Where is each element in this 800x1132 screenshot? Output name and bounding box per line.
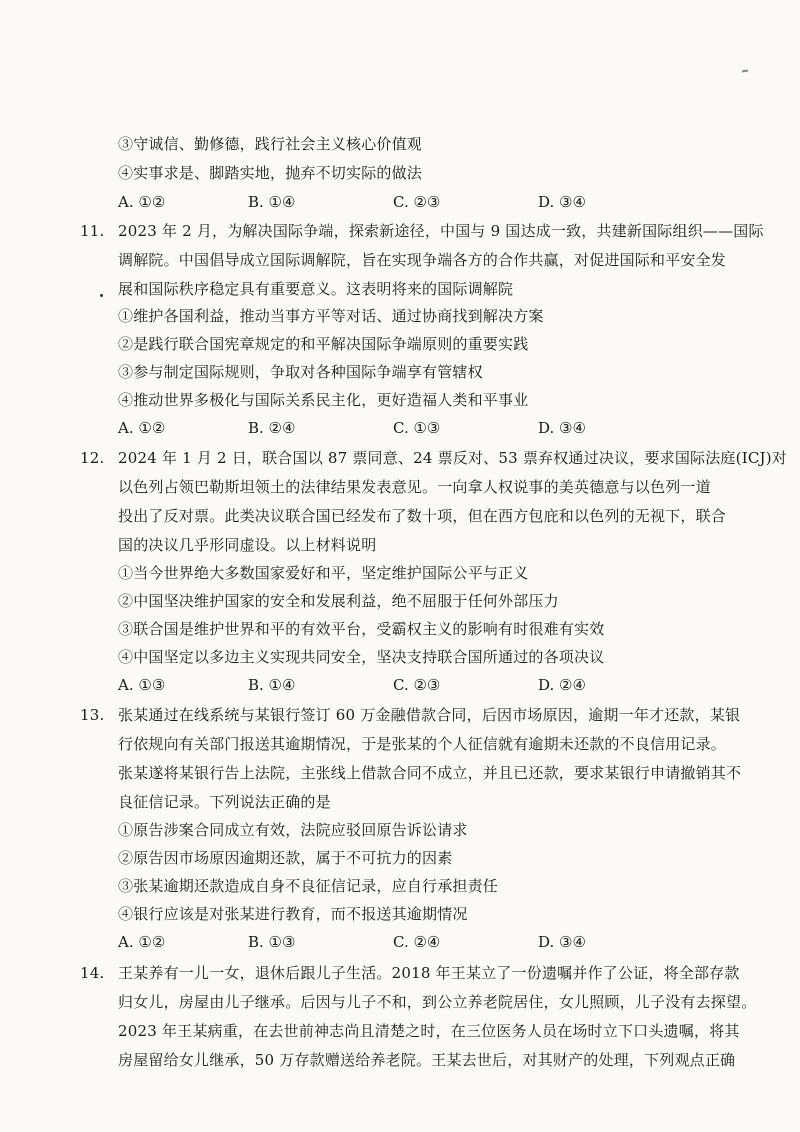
q14-stem-line-4: 房屋留给女儿继承，50 万存款赠送给养老院。王某去世后，对其财产的处理，下列观点正确: [118, 1051, 736, 1069]
q10-option-a[interactable]: A. ①②: [118, 193, 166, 211]
q13-item-3: ③张某逾期还款造成自身不良征信记录，应自行承担责任: [118, 877, 499, 895]
q11-item-3: ③参与制定国际规则，争取对各种国际争端享有管辖权: [118, 363, 483, 381]
q13-stem-line-4: 良征信记录。下列说法正确的是: [118, 793, 331, 811]
q11-option-d[interactable]: D. ③④: [538, 419, 586, 437]
q13-option-d[interactable]: D. ③④: [538, 933, 586, 951]
q13-stem-text-1: 张某通过在线系统与某银行签订 60 万金融借款合同，后因市场原因，逾期一年才还款，某银: [118, 706, 741, 724]
q11-option-a[interactable]: A. ①②: [118, 419, 166, 437]
q11-stem-line-2: 调解院。中国倡导成立国际调解院，旨在实现争端各方的合作共赢，对促进国际和平安全发: [118, 251, 727, 269]
scan-dot: [100, 294, 103, 297]
q12-item-4: ④中国坚定以多边主义实现共同安全，坚决支持联合国所通过的各项决议: [118, 648, 605, 666]
q11-stem-line-3: 展和国际秩序稳定具有重要意义。这表明将来的国际调解院: [118, 280, 514, 298]
q10-options: [118, 192, 718, 212]
q12-item-1: ①当今世界绝大多数国家爱好和平，坚定维护国际公平与正义: [118, 564, 529, 582]
q11-option-c[interactable]: C. ①③: [393, 419, 441, 437]
q11-item-2: ②是践行联合国宪章规定的和平解决国际争端原则的重要实践: [118, 335, 529, 353]
q11-item-4: ④推动世界多极化与国际关系民主化，更好造福人类和平事业: [118, 391, 529, 409]
q12-number: 12.: [80, 449, 105, 467]
q13-item-2: ②原告因市场原因逾期还款，属于不可抗力的因素: [118, 849, 453, 867]
q11-options: [118, 418, 718, 438]
q10-item-4: ④实事求是、脚踏实地，抛弃不切实际的做法: [118, 164, 423, 182]
q14-stem-line-2: 归女儿，房屋由儿子继承。后因与儿子不和，到公立养老院居住，女儿照顾，儿子没有去探望。: [118, 993, 757, 1011]
q14-number: 14.: [80, 964, 105, 982]
q11-number: 11.: [80, 222, 105, 240]
q12-option-d[interactable]: D. ②④: [538, 676, 586, 694]
q12-option-b[interactable]: B. ①④: [248, 676, 296, 694]
scan-speck: [742, 69, 748, 72]
q11-option-b[interactable]: B. ②④: [248, 419, 296, 437]
q13-option-a[interactable]: A. ①②: [118, 933, 166, 951]
q12-option-c[interactable]: C. ②③: [393, 676, 441, 694]
q13-item-1: ①原告涉案合同成立有效，法院应驳回原告诉讼请求: [118, 821, 468, 839]
q10-item-3: ③守诚信、勤修德，践行社会主义核心价值观: [118, 135, 423, 153]
q12-item-2: ②中国坚决维护国家的安全和发展利益，绝不屈服于任何外部压力: [118, 592, 559, 610]
q14-stem-line-3: 2023 年王某病重，在去世前神志尚且清楚之时，在三位医务人员在场时立下口头遗嘱，将其: [118, 1022, 740, 1040]
q12-item-3: ③联合国是维护世界和平的有效平台，受霸权主义的影响有时很难有实效: [118, 620, 605, 638]
q12-stem-line-2: 以色列占领巴勒斯坦领土的法律结果发表意见。一向拿人权说事的美英德意与以色列一道: [118, 478, 711, 496]
q12-stem-line-1: [80, 448, 787, 468]
q13-number: 13.: [80, 706, 105, 724]
q12-option-a[interactable]: A. ①③: [118, 676, 166, 694]
q11-stem-line-1: [80, 221, 764, 241]
q12-stem-line-3: 投出了反对票。此类决议联合国已经发布了数十项，但在西方包庇和以色列的无视下，联合: [118, 507, 727, 525]
q13-stem-line-1: [80, 705, 741, 725]
q12-stem-line-4: 国的决议几乎形同虚设。以上材料说明: [118, 536, 377, 554]
q13-item-4: ④银行应该是对张某进行教育，而不报送其逾期情况: [118, 905, 468, 923]
q13-stem-line-2: 行依规向有关部门报送其逾期情况，于是张某的个人征信就有逾期未还款的不良信用记录。: [118, 735, 727, 753]
q10-option-b[interactable]: B. ①④: [248, 193, 296, 211]
q10-option-d[interactable]: D. ③④: [538, 193, 586, 211]
q12-stem-text-1: 2024 年 1 月 2 日，联合国以 87 票同意、24 票反对、53 票弃权通过决议，要求国际法庭(ICJ)对: [118, 449, 787, 467]
q14-stem-line-1: [80, 963, 740, 983]
q13-option-b[interactable]: B. ①③: [248, 933, 296, 951]
q11-stem-text-1: 2023 年 2 月，为解决国际争端，探索新途径，中国与 9 国达成一致，共建新国际组织——国际: [118, 222, 764, 240]
q11-item-1: ①维护各国利益，推动当事方平等对话、通过协商找到解决方案: [118, 307, 544, 325]
q12-options: [118, 675, 718, 695]
q13-stem-line-3: 张某遂将某银行告上法院，主张线上借款合同不成立，并且已还款，要求某银行申请撤销其不: [118, 764, 742, 782]
q13-option-c[interactable]: C. ②④: [393, 933, 441, 951]
q13-options: [118, 932, 718, 952]
q10-option-c[interactable]: C. ②③: [393, 193, 441, 211]
q14-stem-text-1: 王某养有一儿一女，退休后跟儿子生活。2018 年王某立了一份遗嘱并作了公证，将全部存款: [118, 964, 740, 982]
